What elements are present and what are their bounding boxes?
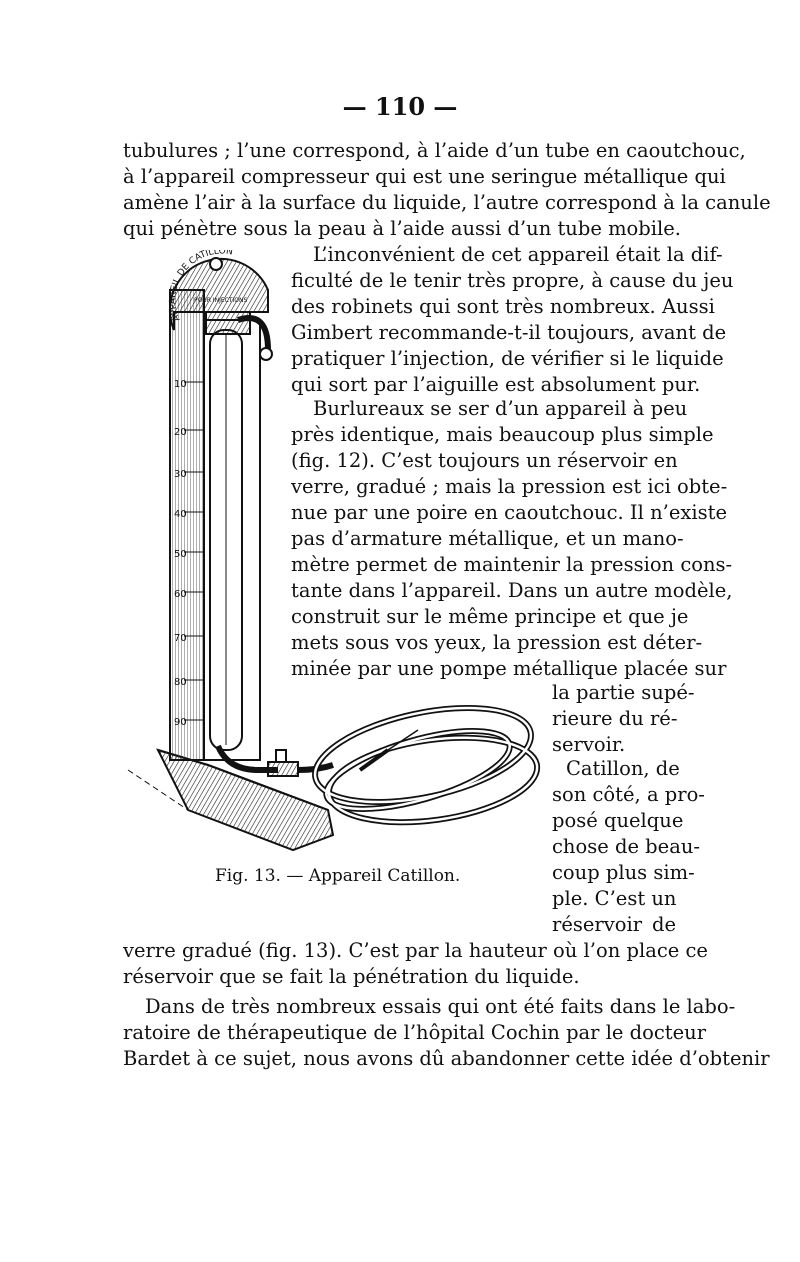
label-small-text: POUR INJECTIONS [194, 297, 248, 304]
text-line: L’inconvénient de cet appareil était la dif- [313, 243, 723, 266]
text-line: servoir. [552, 733, 626, 756]
text-line: Catillon, de [566, 757, 680, 780]
scale-mark: 30 [174, 469, 187, 480]
text-line: Bardet à ce sujet, nous avons dû abandonner cette idée d’obtenir [123, 1047, 770, 1070]
text-line: nue par une poire en caoutchouc. Il n’existe [291, 501, 727, 524]
text-line: pas d’armature métallique, et un mano- [291, 527, 684, 550]
scale-mark: 70 [174, 633, 187, 644]
scale-mark: 90 [174, 717, 187, 728]
scale-mark: 20 [174, 427, 187, 438]
text-line: à l’appareil compresseur qui est une seringue métallique qui [123, 165, 726, 188]
text-line: mètre permet de maintenir la pression cons- [291, 553, 733, 576]
text-line: qui pénètre sous la peau à l’aide aussi d’un tube mobile. [123, 217, 681, 240]
text-line: Gimbert recommande-t-il toujours, avant de [291, 321, 727, 344]
text-line: ratoire de thérapeutique de l’hôpital Cochin par le docteur [123, 1021, 707, 1044]
text-line: Burlureaux se ser d’un appareil à peu [313, 397, 688, 420]
text-line: qui sort par l’aiguille est absolument pur. [291, 373, 701, 396]
text-line: tante dans l’appareil. Dans un autre modèle, [291, 579, 733, 602]
text-line: verre, gradué ; mais la pression est ici obte- [291, 475, 728, 498]
scale-mark: 60 [174, 589, 187, 600]
text-line: amène l’air à la surface du liquide, l’autre correspond à la canule [123, 191, 771, 214]
text-line: la partie supé- [552, 681, 695, 704]
text-line: chose de beau- [552, 835, 700, 858]
text-line: ficulté de le tenir très propre, à cause du jeu [291, 269, 734, 292]
text-line: construit sur le même principe et que je [291, 605, 689, 628]
scale-mark: 80 [174, 677, 187, 688]
text-line: minée par une pompe métallique placée sur [291, 657, 727, 680]
page-number: — 110 — [342, 92, 458, 121]
label-arc-text: APPAREIL DE CATILLON [168, 250, 234, 323]
text-line: posé quelque [552, 809, 684, 832]
text-line: son côté, a pro- [552, 783, 705, 806]
text-line: pratiquer l’injection, de vérifier si le liquide [291, 347, 724, 370]
scale-mark: 10 [174, 379, 187, 390]
text-line: réservoir de [552, 913, 676, 936]
scale-mark: 50 [174, 549, 187, 560]
text-line: coup plus sim- [552, 861, 695, 884]
text-line: réservoir que se fait la pénétration du liquide. [123, 965, 580, 988]
text-line: rieure du ré- [552, 707, 678, 730]
text-line: (fig. 12). C’est toujours un réservoir en [291, 449, 678, 472]
figure-caption: Fig. 13. — Appareil Catillon. [215, 866, 461, 886]
text-line: tubulures ; l’une correspond, à l’aide d’un tube en caoutchouc, [123, 139, 746, 162]
text-line: ple. C’est un [552, 887, 677, 910]
text-line: verre gradué (fig. 13). C’est par la hauteur où l’on place ce [123, 939, 708, 962]
text-line: Dans de très nombreux essais qui ont été faits dans le labo- [145, 995, 736, 1018]
figure-illustration [118, 250, 550, 870]
text-line: des robinets qui sont très nombreux. Aussi [291, 295, 715, 318]
catillon-apparatus-engraving [118, 250, 550, 870]
scale-mark: 40 [174, 509, 187, 520]
text-line: mets sous vos yeux, la pression est déter- [291, 631, 703, 654]
text-line: près identique, mais beaucoup plus simple [291, 423, 714, 446]
